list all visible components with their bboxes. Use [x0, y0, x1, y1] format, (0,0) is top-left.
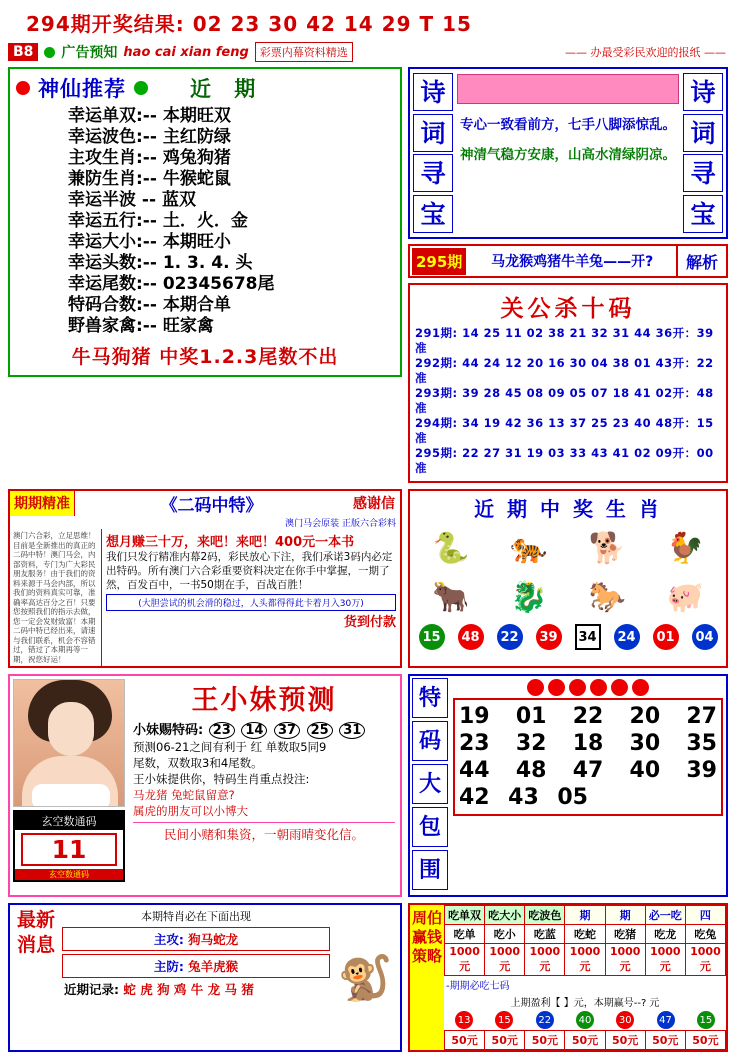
avatar — [13, 679, 125, 807]
xuankong-sub: 玄空数通码 — [15, 869, 123, 880]
recommend-label: 幸运单双:-- — [68, 106, 157, 126]
prediction-row — [8, 674, 732, 897]
zhoubo-table-wrap — [444, 905, 726, 1050]
zodiac-animal: 🐅 — [510, 530, 548, 566]
tema-number: 18 — [572, 731, 604, 756]
recommend-row — [16, 190, 394, 211]
bet-cell: 吃蛇 — [565, 925, 605, 944]
recommend-label: 幸运头数:-- — [68, 253, 157, 273]
erma-note: (大胆尝试的机会滑的稳过，人头都得得此卡着月入30万) — [106, 594, 396, 611]
xuankong-number: 11 — [21, 833, 117, 866]
xuankong-title: 玄空数通码 — [15, 812, 123, 830]
tema-number: 27 — [686, 704, 717, 729]
recommend-value: 1. 3. 4. 头 — [162, 253, 253, 273]
bet-cell: 吃猪 — [605, 925, 645, 944]
lottery-ball: 22 — [536, 1011, 554, 1029]
recommend-box — [8, 67, 402, 377]
bottom-row — [8, 903, 732, 1052]
tema-box — [408, 674, 728, 897]
red-dot-icon — [611, 679, 628, 696]
lottery-ball: 15 — [495, 1011, 513, 1029]
zodiac-box — [408, 489, 728, 668]
amount-cell: 50元 — [605, 1031, 645, 1050]
wangxiaomei-left — [10, 676, 128, 895]
tema-number-empty — [606, 784, 652, 811]
lottery-ball: 39 — [536, 624, 562, 650]
recommend-label: 主攻生肖:-- — [68, 148, 157, 168]
middle-row — [8, 489, 732, 668]
poem-pink-banner — [457, 74, 679, 104]
period-row — [408, 244, 728, 278]
red-dot-icon — [527, 679, 544, 696]
tema-number: 19 — [459, 704, 490, 729]
zhoubo-note-left: -期期必吃七码 — [446, 981, 510, 992]
poem-line-1: 专心一致看前方，七手八脚添惊乱。 — [460, 117, 676, 133]
zodiac-animal: 🐎 — [588, 579, 626, 615]
recommend-label: 野兽家禽:-- — [68, 316, 157, 336]
zhoubo-table — [444, 905, 726, 976]
tema-chars — [410, 676, 450, 895]
tema-char: 包 — [412, 807, 448, 847]
tema-number: 43 — [508, 785, 539, 810]
table-row — [445, 925, 726, 944]
recommend-row — [16, 253, 394, 274]
header-tag: 彩票内幕资料精选 — [255, 42, 353, 62]
poem-left-chars — [413, 72, 453, 234]
zodiac-grid — [410, 524, 726, 621]
recommend-row — [16, 148, 394, 169]
zodiac-animal: 🐍 — [431, 530, 470, 566]
amount-cell: 50元 — [485, 1031, 525, 1050]
amount-cell: 50元 — [525, 1031, 565, 1050]
wangxiaomei-title: 王小妹预测 — [191, 685, 337, 716]
erma-head-right: 感谢信 — [353, 496, 395, 512]
gift-number: 23 — [209, 722, 235, 739]
tema-row — [459, 784, 717, 811]
news-footer-label: 近期记录: — [64, 982, 119, 997]
erma-body — [10, 529, 400, 666]
tema-number: 47 — [572, 758, 604, 783]
gift-number: 14 — [241, 722, 267, 739]
recommend-value: 主红防绿 — [162, 127, 231, 147]
guangong-line: 294期: 34 19 42 36 13 37 25 23 40 48开：15准 — [415, 416, 714, 445]
avatar-top — [32, 784, 110, 807]
prediction-line: 预测06-21之间有利于 红 单数取5同9 — [133, 740, 327, 754]
red-dot-icon — [16, 81, 30, 95]
zodiac-animal: 🐖 — [666, 579, 705, 615]
poem-char: 词 — [683, 114, 723, 152]
recommend-lines — [16, 106, 394, 337]
lottery-ball: 24 — [614, 624, 640, 650]
zhoubo-note-right: 上期盈利【 】元，本期赢号--? 元 — [510, 998, 660, 1009]
red-dot-icon — [548, 679, 565, 696]
amount-cell: 1000元 — [485, 944, 525, 976]
news-middle — [59, 908, 333, 1047]
amount-cell: 50元 — [445, 1031, 485, 1050]
amount-cell: 1000元 — [605, 944, 645, 976]
guangong-box — [408, 283, 728, 483]
recommend-label: 幸运波色:-- — [68, 127, 157, 147]
erma-ad-box — [8, 489, 402, 668]
recommend-value: 02345678尾 — [162, 274, 275, 294]
bet-cell: 吃单 — [445, 925, 485, 944]
amount-cell: 1000元 — [445, 944, 485, 976]
tema-number: 23 — [459, 731, 490, 756]
news-row-value: 兔羊虎猴 — [188, 959, 239, 974]
recommend-row — [16, 274, 394, 295]
table-row — [445, 944, 726, 976]
wangxiaomei-right — [128, 676, 400, 895]
bet-cell: 吃小 — [485, 925, 525, 944]
recommend-label: 幸运五行:-- — [68, 211, 157, 231]
col-header: 期 — [605, 906, 645, 925]
pinyin-text: hao cai xian feng — [123, 44, 249, 60]
lottery-ball: 40 — [576, 1011, 594, 1029]
news-box — [8, 903, 402, 1052]
recommend-column — [8, 67, 402, 483]
poem-right-chars — [683, 72, 723, 234]
poem-char: 宝 — [413, 195, 453, 233]
tema-number: 30 — [629, 731, 661, 756]
table-row — [445, 1031, 726, 1050]
monkey-icon: 🐒 — [337, 952, 393, 1004]
page-title: 294期开奖结果: 02 23 30 42 14 29 T 15 — [26, 12, 472, 36]
analysis-button[interactable]: 解析 — [676, 246, 726, 276]
poem-char: 词 — [413, 114, 453, 152]
news-row-value: 狗马蛇龙 — [188, 932, 239, 947]
bet-cell: 吃龙 — [645, 925, 685, 944]
tema-number: 40 — [629, 758, 661, 783]
amount-cell: 1000元 — [685, 944, 725, 976]
gift-label: 小妹赐特码: — [133, 723, 204, 738]
tema-row — [459, 703, 717, 730]
recommend-row — [16, 211, 394, 232]
tema-char: 大 — [412, 764, 448, 804]
guangong-line: 292期: 44 24 12 20 16 30 04 38 01 43开：22准 — [415, 356, 714, 385]
tema-char: 围 — [412, 850, 448, 890]
tema-char: 特 — [412, 678, 448, 718]
zodiac-title: 近 期 中 奖 生 肖 — [474, 497, 662, 521]
red-dot-icon — [569, 679, 586, 696]
amount-cell: 1000元 — [525, 944, 565, 976]
wangxiaomei-box — [8, 674, 402, 897]
erma-subtitle: 澳门马会原装 正版六合彩料 — [285, 519, 396, 529]
lottery-ball: 04 — [692, 624, 718, 650]
guangong-line: 293期: 39 28 45 08 09 05 07 18 41 02开：48准 — [415, 386, 714, 415]
tema-char: 码 — [412, 721, 448, 761]
news-row-label: 主防: — [153, 959, 184, 974]
tema-number: 22 — [572, 704, 604, 729]
recommend-label: 幸运半波 -- — [68, 190, 157, 210]
recommend-value: 旺家禽 — [162, 316, 214, 336]
gift-number: 25 — [307, 722, 333, 739]
header-bar — [8, 41, 732, 63]
recommend-row — [16, 127, 394, 148]
poem-char: 宝 — [683, 195, 723, 233]
guangong-line: 291期: 14 25 11 02 38 21 32 31 44 36开：39准 — [415, 326, 714, 355]
recommend-header — [16, 73, 394, 103]
poem-char: 寻 — [683, 154, 723, 192]
erma-paragraph: 我们只发行精准内幕2码，彩民放心下注，我们承诺3码内必定出特码。所有澳门六合彩重要资料决定在你手中掌握，一期了然，百发百中，一书50期在手，百战百胜！ — [106, 551, 393, 591]
zhoubo-balls — [444, 1010, 726, 1030]
tema-number: 01 — [515, 704, 547, 729]
col-header: 吃波色 — [525, 906, 565, 925]
guangong-title: 关公杀十码 — [500, 296, 636, 322]
zhoubo-title: 周伯赢钱策略 — [410, 905, 444, 1050]
green-dot-icon-2 — [134, 81, 148, 95]
zodiac-animal: 🐕 — [588, 530, 626, 566]
lottery-ball: 30 — [616, 1011, 634, 1029]
tema-number: 05 — [557, 785, 588, 810]
poem-box — [408, 67, 728, 239]
recommend-value: 鸡兔狗猪 — [162, 148, 231, 168]
poem-column — [408, 67, 728, 483]
lottery-ball: 15 — [419, 624, 445, 650]
col-header: 期 — [565, 906, 605, 925]
recommend-value: 本期旺小 — [162, 232, 231, 252]
news-title: 最新消息 — [16, 909, 55, 956]
news-head: 本期特肖必在下面出现 — [141, 910, 251, 923]
recommend-footer: 牛马狗猪 中奖1.2.3尾数不出 — [71, 346, 339, 368]
green-dot-icon — [44, 47, 55, 58]
zodiac-animal: 🐓 — [666, 530, 705, 566]
wangxiaomei-footer: 民间小赌和集资，一朝雨晴变化信。 — [133, 822, 395, 845]
tema-dots — [453, 679, 723, 698]
poem-char: 诗 — [683, 73, 723, 111]
tema-number: 35 — [686, 731, 717, 756]
recommend-row — [16, 106, 394, 127]
news-row — [62, 927, 330, 951]
tema-row — [459, 730, 717, 757]
top-row — [8, 67, 732, 483]
lottery-ball: 13 — [455, 1011, 473, 1029]
tema-number: 48 — [515, 758, 547, 783]
recommend-value: 本期合单 — [162, 295, 231, 315]
lottery-ball: 01 — [653, 624, 679, 650]
bet-cell: 吃兔 — [685, 925, 725, 944]
zhoubo-box — [408, 903, 728, 1052]
tema-number: 39 — [686, 758, 717, 783]
col-header: 吃单双 — [445, 906, 485, 925]
zodiac-numbers — [410, 621, 726, 654]
erma-header — [10, 491, 400, 516]
amount-cell: 50元 — [565, 1031, 605, 1050]
period-text: 马龙猴鸡猪牛羊兔——开? — [491, 254, 654, 270]
prediction-line: 属虎的朋友可以小博大 — [133, 804, 248, 818]
lottery-ball: 48 — [458, 624, 484, 650]
tema-number: 20 — [629, 704, 661, 729]
recommend-value: 蓝双 — [161, 190, 196, 210]
news-row-label: 主攻: — [153, 932, 184, 947]
erma-headline: 想月赚三十万，来吧！来吧！400元一本书 — [106, 535, 355, 550]
news-row — [62, 954, 330, 978]
amount-cell: 50元 — [685, 1031, 725, 1050]
recommend-row — [16, 232, 394, 253]
table-row — [445, 906, 726, 925]
period-tag: 295期 — [412, 248, 466, 275]
poem-char: 寻 — [413, 154, 453, 192]
zodiac-animal: 🐂 — [431, 579, 470, 615]
gift-number: 37 — [274, 722, 300, 739]
prediction-line: 尾数，双数取3和4尾数。 — [133, 756, 263, 770]
recommend-row — [16, 169, 394, 190]
recommend-label: 特码合数:-- — [68, 295, 157, 315]
tema-number-grid — [453, 698, 723, 816]
tema-numbers — [450, 676, 726, 895]
erma-stamp: 货到付款 — [343, 615, 396, 630]
red-dot-icon — [590, 679, 607, 696]
col-header: 四 — [685, 906, 725, 925]
poem-char: 诗 — [413, 73, 453, 111]
guangong-line: 295期: 22 27 31 19 03 33 43 41 02 09开：00准 — [415, 446, 714, 475]
lottery-ball: 22 — [497, 624, 523, 650]
col-header: 吃大小 — [485, 906, 525, 925]
news-footer-value: 蛇 虎 狗 鸡 牛 龙 马 猪 — [123, 982, 254, 997]
ad-label: 广告预知 — [61, 45, 118, 61]
xuankong-box — [13, 810, 125, 882]
news-footer — [62, 978, 330, 998]
erma-main — [102, 529, 400, 666]
gift-row — [133, 719, 395, 739]
avatar-face — [48, 702, 94, 756]
lottery-ball-special: 34 — [575, 624, 601, 650]
red-dot-icon — [632, 679, 649, 696]
amount-cell: 1000元 — [565, 944, 605, 976]
recommend-label: 幸运大小:-- — [68, 232, 157, 252]
recommend-label: 幸运尾数:-- — [68, 274, 157, 294]
prediction-line: 马龙猪 兔蛇鼠留意? — [133, 788, 235, 802]
recommend-row — [16, 295, 394, 316]
prediction-line: 王小妹提供你，特码生肖重点投注: — [133, 772, 310, 786]
erma-head-mid: 《二码中特》 — [160, 496, 263, 516]
recommend-value: 牛猴蛇鼠 — [162, 169, 231, 189]
recommend-row — [16, 316, 394, 337]
lottery-ball: 47 — [657, 1011, 675, 1029]
zodiac-animal: 🐉 — [510, 579, 548, 615]
tema-number: 42 — [459, 785, 490, 810]
recommend-value: 土．火．金 — [162, 211, 248, 231]
poem-middle — [453, 72, 683, 234]
tema-number-empty — [671, 784, 717, 811]
bet-cell: 吃蓝 — [525, 925, 565, 944]
page-badge: B8 — [8, 43, 38, 61]
recommend-title: 神仙推荐 — [38, 77, 126, 101]
col-header: 必一吃 — [645, 906, 685, 925]
amount-cell: 1000元 — [645, 944, 685, 976]
zhoubo-money-table — [444, 1030, 726, 1050]
lottery-ball: 15 — [697, 1011, 715, 1029]
poem-line-2: 神清气稳方安康，山高水清绿阴凉。 — [460, 147, 676, 163]
erma-side-text: 澳门六合彩，立足思维！目前是全新推出的真正的二码中特！澳门马会，内部资料，专门为广大彩民朋友服务！由于我们的资料来源于马会内部，所以我们的资料真实可靠，准确率高达百分之百！只要您按照我们的指示去做，您一定会发财致富！本期二码中特已经出来，请速与我们联系，机会不容错过，错过了本期再等一期，祝您好运！ — [10, 529, 102, 666]
recommend-value: 本期旺双 — [162, 106, 231, 126]
tema-row — [459, 757, 717, 784]
header-right-note: —— 办最受彩民欢迎的报纸 —— — [565, 46, 726, 59]
recommend-period: 近 期 — [190, 77, 264, 101]
tema-number: 32 — [515, 731, 547, 756]
amount-cell: 50元 — [645, 1031, 685, 1050]
tema-number: 44 — [459, 758, 490, 783]
recommend-label: 兼防生肖:-- — [68, 169, 157, 189]
erma-head-left: 期期精准 — [10, 491, 75, 516]
gift-number: 31 — [339, 722, 365, 739]
